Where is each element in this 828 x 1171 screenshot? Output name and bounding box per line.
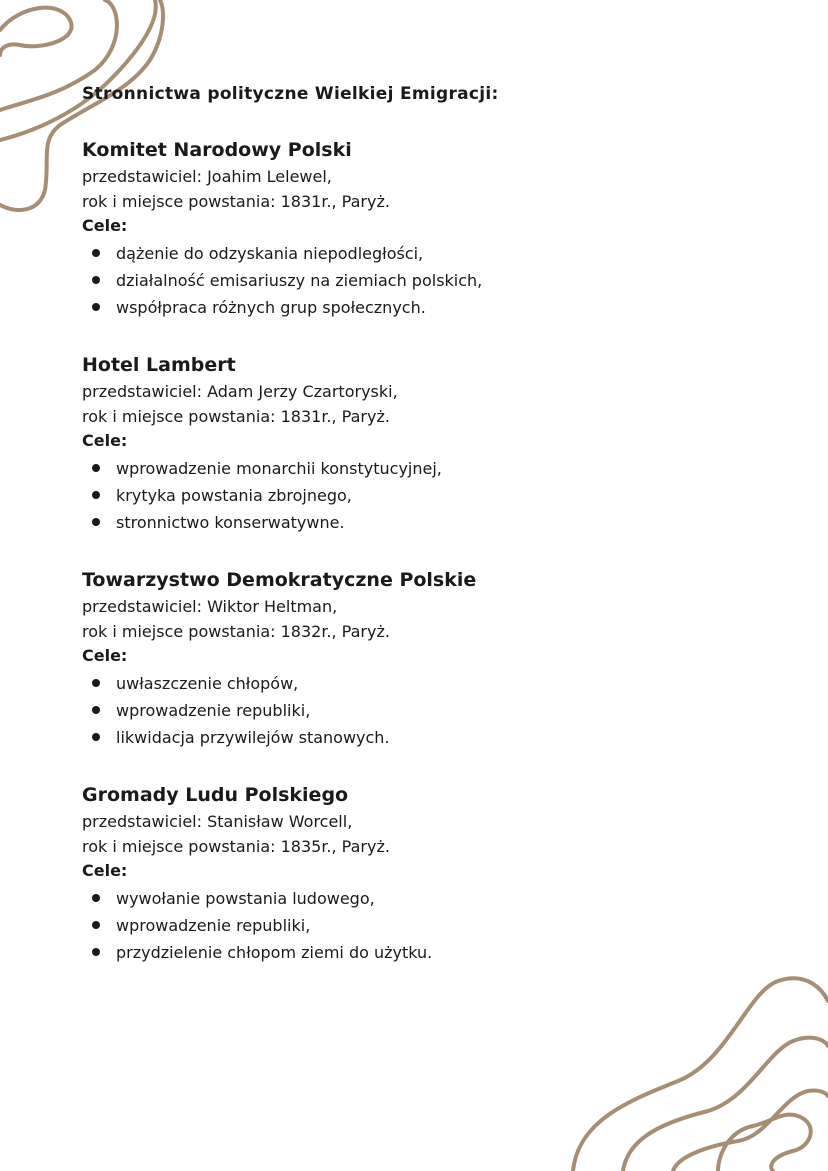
party-name: Hotel Lambert (82, 354, 236, 376)
bullet-icon (92, 303, 100, 311)
notes-content (82, 82, 782, 996)
goal-text: uwłaszczenie chłopów, (116, 674, 299, 693)
goal-item (88, 294, 782, 321)
goal-text: wprowadzenie republiki, (116, 701, 311, 720)
founded-line: rok i miejsce powstania: 1831r., Paryż. (82, 192, 390, 211)
goals-label: Cele: (82, 861, 128, 880)
goal-text: współpraca różnych grup społecznych. (116, 298, 426, 317)
goal-item (88, 697, 782, 724)
representative-line: przedstawiciel: Stanisław Worcell, (82, 812, 353, 831)
bullet-icon (92, 948, 100, 956)
party-section (82, 351, 782, 536)
bullet-icon (92, 276, 100, 284)
page-title: Stronnictwa polityczne Wielkiej Emigracji: (82, 84, 499, 104)
goal-item (88, 670, 782, 697)
goals-label: Cele: (82, 431, 128, 450)
goals-list (82, 670, 782, 751)
goal-item (88, 240, 782, 267)
bullet-icon (92, 679, 100, 687)
goal-item (88, 939, 782, 966)
goal-item (88, 482, 782, 509)
goal-text: krytyka powstania zbrojnego, (116, 486, 352, 505)
party-name: Gromady Ludu Polskiego (82, 784, 349, 806)
founded-line: rok i miejsce powstania: 1835r., Paryż. (82, 837, 390, 856)
bullet-icon (92, 464, 100, 472)
goals-list (82, 240, 782, 321)
goal-text: wywołanie powstania ludowego, (116, 889, 375, 908)
goal-item (88, 724, 782, 751)
goal-text: stronnictwo konserwatywne. (116, 513, 345, 532)
bullet-icon (92, 518, 100, 526)
bullet-icon (92, 249, 100, 257)
bullet-icon (92, 733, 100, 741)
goal-text: dążenie do odzyskania niepodległości, (116, 244, 424, 263)
goal-text: wprowadzenie republiki, (116, 916, 311, 935)
goal-item (88, 267, 782, 294)
party-name: Komitet Narodowy Polski (82, 139, 352, 161)
goal-item (88, 509, 782, 536)
bullet-icon (92, 894, 100, 902)
representative-line: przedstawiciel: Joahim Lelewel, (82, 167, 332, 186)
goal-item (88, 912, 782, 939)
representative-line: przedstawiciel: Adam Jerzy Czartoryski, (82, 382, 398, 401)
goals-label: Cele: (82, 646, 128, 665)
representative-line: przedstawiciel: Wiktor Heltman, (82, 597, 338, 616)
goal-text: wprowadzenie monarchii konstytucyjnej, (116, 459, 442, 478)
party-section (82, 136, 782, 321)
goals-list (82, 455, 782, 536)
goal-text: likwidacja przywilejów stanowych. (116, 728, 390, 747)
founded-line: rok i miejsce powstania: 1832r., Paryż. (82, 622, 390, 641)
goal-text: przydzielenie chłopom ziemi do użytku. (116, 943, 433, 962)
founded-line: rok i miejsce powstania: 1831r., Paryż. (82, 407, 390, 426)
contour-decoration-bottom-right (568, 971, 828, 1171)
goal-item (88, 885, 782, 912)
party-section (82, 781, 782, 966)
party-name: Towarzystwo Demokratyczne Polskie (82, 569, 477, 591)
bullet-icon (92, 706, 100, 714)
goal-item (88, 455, 782, 482)
bullet-icon (92, 921, 100, 929)
bullet-icon (92, 491, 100, 499)
goals-list (82, 885, 782, 966)
goal-text: działalność emisariuszy na ziemiach polskich, (116, 271, 483, 290)
party-section (82, 566, 782, 751)
goals-label: Cele: (82, 216, 128, 235)
